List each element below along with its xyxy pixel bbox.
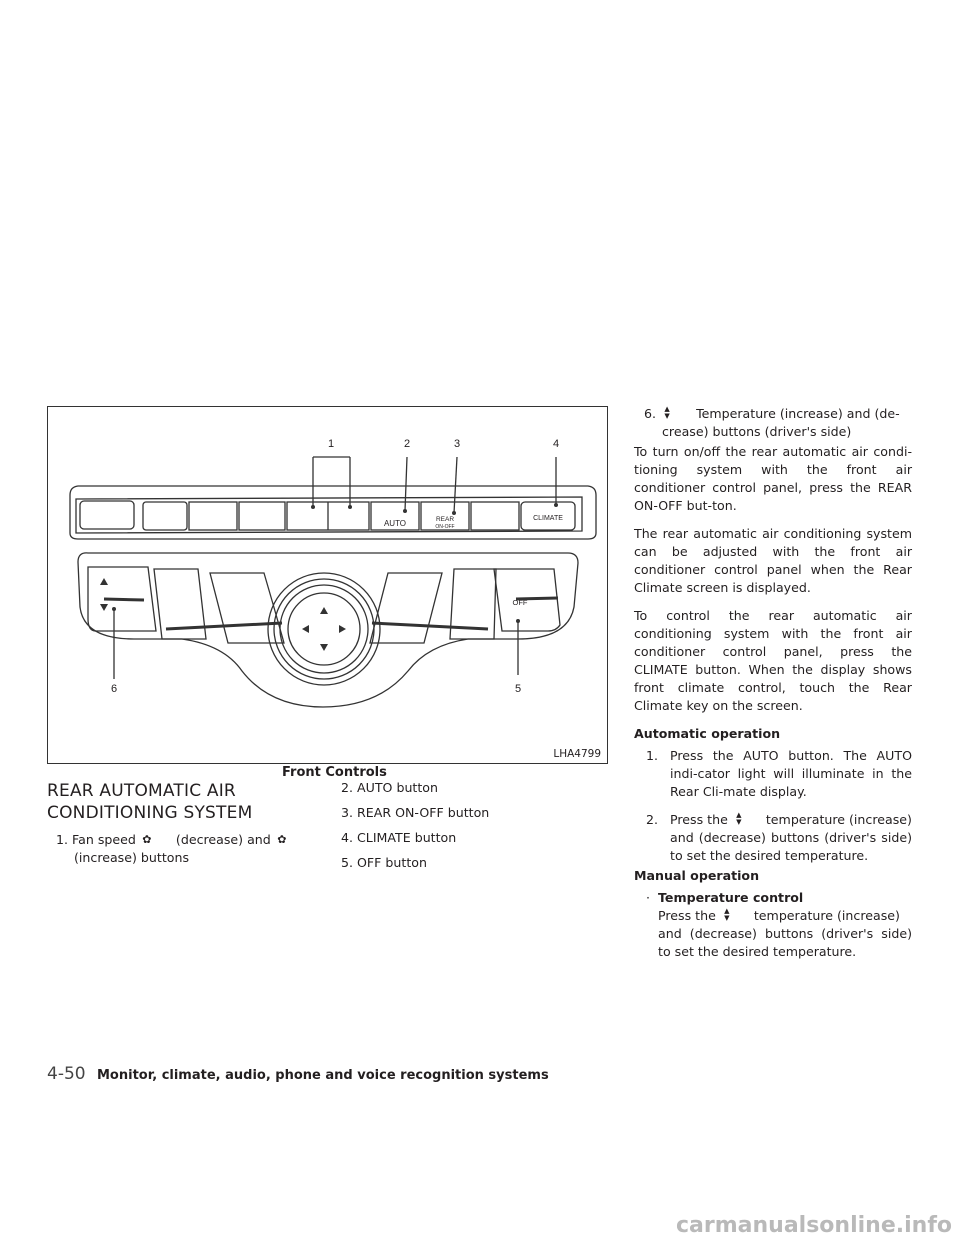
list-item-2: 2. AUTO button	[341, 780, 438, 795]
auto-step-2-number: 2.	[646, 812, 659, 827]
watermark: carmanualsonline.info	[676, 1213, 952, 1238]
list-item-5: 5. OFF button	[341, 855, 427, 870]
temperature-control-text-a: Press the	[658, 908, 716, 923]
figure-id: LHA4799	[553, 748, 601, 760]
panel-climate-label: CLIMATE	[533, 515, 563, 522]
list-item-1	[56, 831, 306, 867]
callout-2: 2	[403, 438, 411, 450]
list-item-6-text-a: Temperature (increase) and (de-	[696, 406, 900, 421]
list-item-6-text-b: crease) buttons (driver's side)	[662, 424, 852, 439]
callout-6: 6	[110, 683, 118, 695]
chapter-title: Monitor, climate, audio, phone and voice recognition systems	[97, 1068, 549, 1083]
callout-4: 4	[552, 438, 560, 450]
mid-list	[341, 779, 611, 872]
auto-step-2-text-c: and (decrease) buttons (driver's side) to set the desired temperature.	[670, 830, 912, 863]
paragraph-rear-onoff: To turn on/off the rear automatic air condi-tioning system with the front air conditioner control panel, press the REAR ON-OFF but-ton.	[634, 444, 912, 513]
temperature-control-text-c: and (decrease) buttons (driver's side) to set the desired temperature.	[658, 926, 912, 959]
list-item-3: 3. REAR ON-OFF button	[341, 805, 490, 820]
panel-rear-sub-label: ON-OFF	[435, 524, 455, 530]
panel-off-label: OFF	[512, 598, 528, 607]
auto-step-1-number: 1.	[646, 748, 659, 763]
panel-rear-label: REAR	[435, 516, 455, 523]
bullet: ·	[646, 890, 651, 905]
section-title: REAR AUTOMATIC AIR CONDITIONING SYSTEM	[47, 781, 253, 823]
paragraph-climate-button: To control the rear automatic air conditioning system with the front air conditioner control panel, press the CLIMATE button. When the display shows front climate control, touch the Rear Climate key on the screen.	[634, 608, 912, 713]
page-number: 4-50	[47, 1064, 86, 1084]
auto-step-1-text: Press the AUTO button. The AUTO indi-cator light will illuminate in the Rear Cli-mate display.	[670, 748, 912, 799]
list-item-6	[634, 405, 912, 441]
temperature-arrows-icon: ▲ ▼	[664, 405, 670, 420]
automatic-operation-heading: Automatic operation	[634, 726, 781, 741]
temperature-control-heading: Temperature control	[658, 890, 804, 905]
paragraph-rear-screen: The rear automatic air conditioning system can be adjusted with the front air conditioner control panel when the Rear Climate screen is displayed.	[634, 526, 912, 595]
fan-decrease-icon: ✿	[142, 833, 152, 846]
temperature-arrows-icon: ▲ ▼	[736, 811, 742, 826]
figure-caption: Front Controls	[282, 765, 387, 780]
panel-auto-label: AUTO	[383, 519, 407, 528]
temperature-arrows-icon: ▲ ▼	[724, 907, 730, 922]
list-item-1-number: 1.	[56, 832, 69, 847]
auto-step-1	[634, 747, 912, 801]
list-item-1-text-a: Fan speed	[72, 832, 136, 847]
list-item-1-text-b: (decrease) and	[175, 832, 271, 847]
auto-step-2-text-b: temperature (increase)	[765, 812, 912, 827]
callout-3: 3	[453, 438, 461, 450]
auto-step-2-text-a: Press the	[670, 812, 728, 827]
manual-operation-heading: Manual operation	[634, 868, 760, 883]
temperature-control-text-b: temperature (increase)	[753, 908, 900, 923]
temperature-control-block	[634, 889, 912, 961]
climate-panel-illustration	[48, 407, 607, 763]
fan-increase-icon: ✿	[277, 833, 287, 846]
right-column	[634, 405, 912, 961]
callout-5: 5	[514, 683, 522, 695]
list-item-1-text-c: (increase) buttons	[74, 850, 190, 865]
list-item-6-number: 6.	[644, 406, 657, 421]
list-item-4: 4. CLIMATE button	[341, 830, 457, 845]
front-controls-figure	[47, 406, 608, 764]
callout-1: 1	[327, 438, 335, 450]
auto-step-2	[634, 811, 912, 865]
